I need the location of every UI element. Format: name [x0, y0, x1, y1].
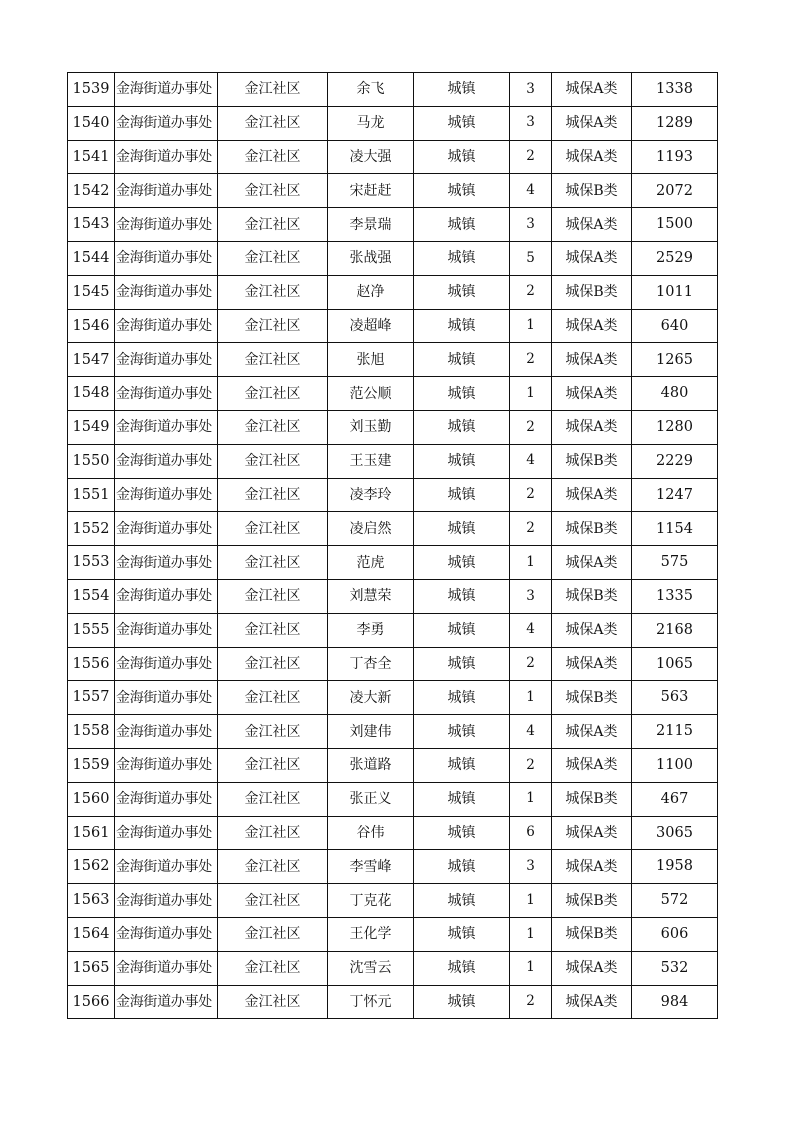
- amount-cell: 563: [632, 681, 718, 715]
- office-cell: 金海街道办事处: [115, 816, 218, 850]
- community-cell: 金江社区: [218, 951, 328, 985]
- amount-cell: 1100: [632, 748, 718, 782]
- amount-cell: 1338: [632, 73, 718, 107]
- category-cell: 城保A类: [552, 410, 632, 444]
- area-type-cell: 城镇: [414, 140, 510, 174]
- amount-cell: 1247: [632, 478, 718, 512]
- community-cell: 金江社区: [218, 613, 328, 647]
- area-type-cell: 城镇: [414, 850, 510, 884]
- amount-cell: 640: [632, 309, 718, 343]
- area-type-cell: 城镇: [414, 309, 510, 343]
- category-cell: 城保B类: [552, 174, 632, 208]
- area-type-cell: 城镇: [414, 748, 510, 782]
- name-cell: 凌大新: [328, 681, 414, 715]
- category-cell: 城保B类: [552, 782, 632, 816]
- name-cell: 丁杏全: [328, 647, 414, 681]
- amount-cell: 1065: [632, 647, 718, 681]
- area-type-cell: 城镇: [414, 377, 510, 411]
- household-count-cell: 4: [510, 613, 552, 647]
- name-cell: 赵净: [328, 275, 414, 309]
- community-cell: 金江社区: [218, 275, 328, 309]
- table-row: [68, 715, 718, 749]
- area-type-cell: 城镇: [414, 410, 510, 444]
- table-row: [68, 208, 718, 242]
- amount-cell: 3065: [632, 816, 718, 850]
- category-cell: 城保A类: [552, 613, 632, 647]
- area-type-cell: 城镇: [414, 174, 510, 208]
- office-cell: 金海街道办事处: [115, 73, 218, 107]
- amount-cell: 1154: [632, 512, 718, 546]
- category-cell: 城保A类: [552, 715, 632, 749]
- household-count-cell: 2: [510, 410, 552, 444]
- household-count-cell: 2: [510, 275, 552, 309]
- community-cell: 金江社区: [218, 816, 328, 850]
- name-cell: 凌大强: [328, 140, 414, 174]
- community-cell: 金江社区: [218, 343, 328, 377]
- row-number-cell: 1539: [68, 73, 115, 107]
- row-number-cell: 1546: [68, 309, 115, 343]
- office-cell: 金海街道办事处: [115, 951, 218, 985]
- row-number-cell: 1547: [68, 343, 115, 377]
- table-body: [68, 73, 718, 1019]
- category-cell: 城保A类: [552, 816, 632, 850]
- table-row: [68, 613, 718, 647]
- category-cell: 城保A类: [552, 748, 632, 782]
- category-cell: 城保A类: [552, 140, 632, 174]
- category-cell: 城保B类: [552, 275, 632, 309]
- area-type-cell: 城镇: [414, 343, 510, 377]
- household-count-cell: 1: [510, 951, 552, 985]
- table-row: [68, 748, 718, 782]
- amount-cell: 2115: [632, 715, 718, 749]
- table-row: [68, 816, 718, 850]
- area-type-cell: 城镇: [414, 546, 510, 580]
- household-count-cell: 3: [510, 208, 552, 242]
- community-cell: 金江社区: [218, 106, 328, 140]
- area-type-cell: 城镇: [414, 884, 510, 918]
- table-row: [68, 275, 718, 309]
- household-count-cell: 1: [510, 377, 552, 411]
- table-row: [68, 444, 718, 478]
- office-cell: 金海街道办事处: [115, 546, 218, 580]
- table-row: [68, 681, 718, 715]
- name-cell: 刘建伟: [328, 715, 414, 749]
- office-cell: 金海街道办事处: [115, 985, 218, 1019]
- row-number-cell: 1555: [68, 613, 115, 647]
- office-cell: 金海街道办事处: [115, 343, 218, 377]
- row-number-cell: 1543: [68, 208, 115, 242]
- area-type-cell: 城镇: [414, 444, 510, 478]
- amount-cell: 606: [632, 917, 718, 951]
- name-cell: 李勇: [328, 613, 414, 647]
- community-cell: 金江社区: [218, 579, 328, 613]
- name-cell: 张旭: [328, 343, 414, 377]
- office-cell: 金海街道办事处: [115, 241, 218, 275]
- household-count-cell: 2: [510, 647, 552, 681]
- household-count-cell: 2: [510, 512, 552, 546]
- table-row: [68, 884, 718, 918]
- name-cell: 张正义: [328, 782, 414, 816]
- office-cell: 金海街道办事处: [115, 208, 218, 242]
- table-row: [68, 478, 718, 512]
- community-cell: 金江社区: [218, 782, 328, 816]
- area-type-cell: 城镇: [414, 985, 510, 1019]
- office-cell: 金海街道办事处: [115, 512, 218, 546]
- table-row: [68, 73, 718, 107]
- row-number-cell: 1553: [68, 546, 115, 580]
- community-cell: 金江社区: [218, 850, 328, 884]
- category-cell: 城保A类: [552, 73, 632, 107]
- name-cell: 丁怀元: [328, 985, 414, 1019]
- category-cell: 城保A类: [552, 985, 632, 1019]
- category-cell: 城保A类: [552, 208, 632, 242]
- amount-cell: 532: [632, 951, 718, 985]
- community-cell: 金江社区: [218, 241, 328, 275]
- office-cell: 金海街道办事处: [115, 715, 218, 749]
- community-cell: 金江社区: [218, 884, 328, 918]
- category-cell: 城保B类: [552, 681, 632, 715]
- category-cell: 城保A类: [552, 241, 632, 275]
- community-cell: 金江社区: [218, 309, 328, 343]
- household-count-cell: 3: [510, 579, 552, 613]
- community-cell: 金江社区: [218, 444, 328, 478]
- category-cell: 城保A类: [552, 951, 632, 985]
- household-count-cell: 2: [510, 748, 552, 782]
- office-cell: 金海街道办事处: [115, 850, 218, 884]
- area-type-cell: 城镇: [414, 816, 510, 850]
- row-number-cell: 1548: [68, 377, 115, 411]
- table-row: [68, 579, 718, 613]
- area-type-cell: 城镇: [414, 579, 510, 613]
- amount-cell: 480: [632, 377, 718, 411]
- name-cell: 范虎: [328, 546, 414, 580]
- office-cell: 金海街道办事处: [115, 579, 218, 613]
- category-cell: 城保B类: [552, 512, 632, 546]
- table-row: [68, 377, 718, 411]
- office-cell: 金海街道办事处: [115, 309, 218, 343]
- name-cell: 沈雪云: [328, 951, 414, 985]
- community-cell: 金江社区: [218, 917, 328, 951]
- community-cell: 金江社区: [218, 985, 328, 1019]
- household-count-cell: 1: [510, 681, 552, 715]
- name-cell: 刘玉勤: [328, 410, 414, 444]
- category-cell: 城保A类: [552, 546, 632, 580]
- office-cell: 金海街道办事处: [115, 410, 218, 444]
- area-type-cell: 城镇: [414, 951, 510, 985]
- row-number-cell: 1549: [68, 410, 115, 444]
- area-type-cell: 城镇: [414, 478, 510, 512]
- community-cell: 金江社区: [218, 410, 328, 444]
- household-count-cell: 3: [510, 106, 552, 140]
- amount-cell: 984: [632, 985, 718, 1019]
- name-cell: 凌超峰: [328, 309, 414, 343]
- table-row: [68, 241, 718, 275]
- name-cell: 丁克花: [328, 884, 414, 918]
- amount-cell: 1280: [632, 410, 718, 444]
- household-count-cell: 5: [510, 241, 552, 275]
- office-cell: 金海街道办事处: [115, 782, 218, 816]
- household-count-cell: 2: [510, 343, 552, 377]
- table-row: [68, 917, 718, 951]
- office-cell: 金海街道办事处: [115, 681, 218, 715]
- community-cell: 金江社区: [218, 715, 328, 749]
- table-row: [68, 985, 718, 1019]
- table-row: [68, 140, 718, 174]
- amount-cell: 572: [632, 884, 718, 918]
- row-number-cell: 1540: [68, 106, 115, 140]
- area-type-cell: 城镇: [414, 647, 510, 681]
- name-cell: 马龙: [328, 106, 414, 140]
- table-row: [68, 512, 718, 546]
- office-cell: 金海街道办事处: [115, 613, 218, 647]
- amount-cell: 2229: [632, 444, 718, 478]
- community-cell: 金江社区: [218, 478, 328, 512]
- household-count-cell: 6: [510, 816, 552, 850]
- table-row: [68, 309, 718, 343]
- community-cell: 金江社区: [218, 512, 328, 546]
- household-count-cell: 1: [510, 884, 552, 918]
- category-cell: 城保A类: [552, 343, 632, 377]
- table-row: [68, 647, 718, 681]
- office-cell: 金海街道办事处: [115, 174, 218, 208]
- category-cell: 城保A类: [552, 106, 632, 140]
- office-cell: 金海街道办事处: [115, 275, 218, 309]
- amount-cell: 467: [632, 782, 718, 816]
- community-cell: 金江社区: [218, 73, 328, 107]
- office-cell: 金海街道办事处: [115, 444, 218, 478]
- household-count-cell: 1: [510, 782, 552, 816]
- category-cell: 城保B类: [552, 917, 632, 951]
- name-cell: 余飞: [328, 73, 414, 107]
- amount-cell: 2168: [632, 613, 718, 647]
- household-count-cell: 2: [510, 985, 552, 1019]
- area-type-cell: 城镇: [414, 512, 510, 546]
- row-number-cell: 1544: [68, 241, 115, 275]
- office-cell: 金海街道办事处: [115, 884, 218, 918]
- row-number-cell: 1559: [68, 748, 115, 782]
- row-number-cell: 1561: [68, 816, 115, 850]
- community-cell: 金江社区: [218, 208, 328, 242]
- row-number-cell: 1541: [68, 140, 115, 174]
- area-type-cell: 城镇: [414, 681, 510, 715]
- amount-cell: 1193: [632, 140, 718, 174]
- household-count-cell: 1: [510, 917, 552, 951]
- name-cell: 范公顺: [328, 377, 414, 411]
- category-cell: 城保B类: [552, 444, 632, 478]
- office-cell: 金海街道办事处: [115, 647, 218, 681]
- row-number-cell: 1562: [68, 850, 115, 884]
- name-cell: 凌启然: [328, 512, 414, 546]
- name-cell: 张道路: [328, 748, 414, 782]
- table-row: [68, 410, 718, 444]
- assistance-roster-table: [67, 72, 718, 1019]
- amount-cell: 1265: [632, 343, 718, 377]
- name-cell: 宋赶赶: [328, 174, 414, 208]
- name-cell: 李雪峰: [328, 850, 414, 884]
- row-number-cell: 1566: [68, 985, 115, 1019]
- row-number-cell: 1563: [68, 884, 115, 918]
- community-cell: 金江社区: [218, 140, 328, 174]
- name-cell: 张战强: [328, 241, 414, 275]
- amount-cell: 1289: [632, 106, 718, 140]
- row-number-cell: 1556: [68, 647, 115, 681]
- row-number-cell: 1545: [68, 275, 115, 309]
- name-cell: 李景瑞: [328, 208, 414, 242]
- category-cell: 城保A类: [552, 377, 632, 411]
- category-cell: 城保A类: [552, 850, 632, 884]
- amount-cell: 1500: [632, 208, 718, 242]
- amount-cell: 1958: [632, 850, 718, 884]
- household-count-cell: 4: [510, 715, 552, 749]
- office-cell: 金海街道办事处: [115, 140, 218, 174]
- table-row: [68, 343, 718, 377]
- row-number-cell: 1542: [68, 174, 115, 208]
- household-count-cell: 1: [510, 546, 552, 580]
- office-cell: 金海街道办事处: [115, 478, 218, 512]
- community-cell: 金江社区: [218, 681, 328, 715]
- category-cell: 城保A类: [552, 647, 632, 681]
- name-cell: 刘慧荣: [328, 579, 414, 613]
- office-cell: 金海街道办事处: [115, 377, 218, 411]
- row-number-cell: 1557: [68, 681, 115, 715]
- area-type-cell: 城镇: [414, 275, 510, 309]
- household-count-cell: 3: [510, 73, 552, 107]
- office-cell: 金海街道办事处: [115, 106, 218, 140]
- amount-cell: 2529: [632, 241, 718, 275]
- category-cell: 城保A类: [552, 478, 632, 512]
- area-type-cell: 城镇: [414, 106, 510, 140]
- community-cell: 金江社区: [218, 546, 328, 580]
- table-row: [68, 546, 718, 580]
- row-number-cell: 1552: [68, 512, 115, 546]
- row-number-cell: 1558: [68, 715, 115, 749]
- household-count-cell: 2: [510, 140, 552, 174]
- area-type-cell: 城镇: [414, 208, 510, 242]
- table-row: [68, 782, 718, 816]
- name-cell: 王玉建: [328, 444, 414, 478]
- household-count-cell: 1: [510, 309, 552, 343]
- area-type-cell: 城镇: [414, 782, 510, 816]
- row-number-cell: 1554: [68, 579, 115, 613]
- table-row: [68, 174, 718, 208]
- amount-cell: 575: [632, 546, 718, 580]
- household-count-cell: 4: [510, 444, 552, 478]
- community-cell: 金江社区: [218, 748, 328, 782]
- row-number-cell: 1565: [68, 951, 115, 985]
- area-type-cell: 城镇: [414, 917, 510, 951]
- area-type-cell: 城镇: [414, 241, 510, 275]
- community-cell: 金江社区: [218, 174, 328, 208]
- amount-cell: 1335: [632, 579, 718, 613]
- amount-cell: 1011: [632, 275, 718, 309]
- table-row: [68, 850, 718, 884]
- office-cell: 金海街道办事处: [115, 748, 218, 782]
- row-number-cell: 1550: [68, 444, 115, 478]
- community-cell: 金江社区: [218, 647, 328, 681]
- category-cell: 城保B类: [552, 579, 632, 613]
- household-count-cell: 3: [510, 850, 552, 884]
- name-cell: 王化学: [328, 917, 414, 951]
- row-number-cell: 1560: [68, 782, 115, 816]
- table-row: [68, 951, 718, 985]
- name-cell: 谷伟: [328, 816, 414, 850]
- amount-cell: 2072: [632, 174, 718, 208]
- row-number-cell: 1564: [68, 917, 115, 951]
- category-cell: 城保A类: [552, 309, 632, 343]
- category-cell: 城保B类: [552, 884, 632, 918]
- area-type-cell: 城镇: [414, 73, 510, 107]
- area-type-cell: 城镇: [414, 613, 510, 647]
- household-count-cell: 2: [510, 478, 552, 512]
- table-row: [68, 106, 718, 140]
- row-number-cell: 1551: [68, 478, 115, 512]
- area-type-cell: 城镇: [414, 715, 510, 749]
- name-cell: 凌李玲: [328, 478, 414, 512]
- household-count-cell: 4: [510, 174, 552, 208]
- community-cell: 金江社区: [218, 377, 328, 411]
- office-cell: 金海街道办事处: [115, 917, 218, 951]
